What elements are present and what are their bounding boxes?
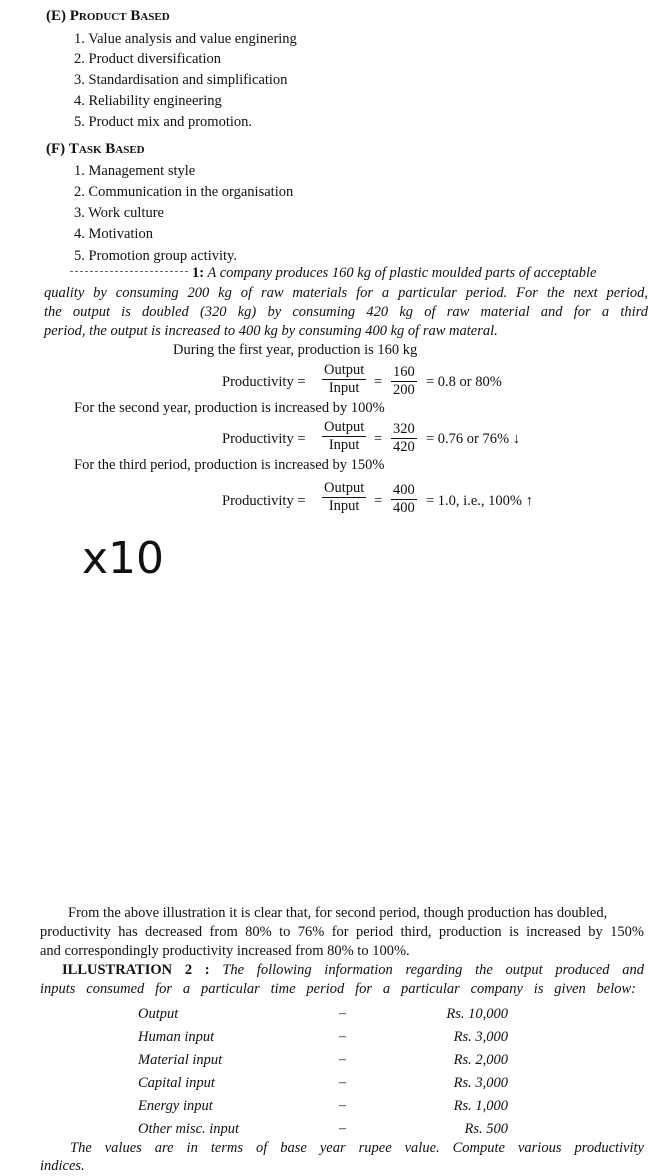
- list-item: 1. Value analysis and value enginering: [74, 31, 297, 47]
- list-item: 2. Product diversification: [74, 51, 221, 67]
- result-text: = 1.0, i.e., 100%: [426, 493, 522, 509]
- productivity-label: Productivity =: [222, 493, 306, 509]
- input-value: Rs. 2,000: [453, 1052, 508, 1068]
- row-dash: –: [339, 1121, 346, 1136]
- input-value: Rs. 3,000: [453, 1075, 508, 1091]
- fraction-denominator: 420: [393, 439, 415, 455]
- productivity-result: [426, 374, 502, 391]
- row-dash: –: [339, 1006, 346, 1021]
- illustration-2-intro-text: The following information regarding the output produced and: [222, 962, 645, 978]
- section-f-title: Task Based: [68, 141, 145, 157]
- input-label: Material input: [138, 1052, 223, 1068]
- equals-sign: =: [374, 374, 383, 390]
- equals-sign: =: [374, 493, 383, 509]
- input-label: Human input: [138, 1029, 215, 1045]
- section-e-label: (E): [46, 8, 66, 24]
- list-item: 5. Promotion group activity.: [74, 248, 237, 264]
- conclusion-line: productivity has decreased from 80% to 76% for period third, production is increased by 150%: [40, 924, 644, 940]
- input-value: Rs. 500: [464, 1121, 508, 1137]
- illustration-2-footer-line: indices.: [40, 1158, 85, 1174]
- illustration-1-number: 1:: [192, 265, 205, 281]
- fraction-numerator: Output: [324, 362, 365, 378]
- value-fraction: [391, 421, 417, 456]
- output-input-fraction: [322, 419, 366, 454]
- fraction-numerator: 160: [393, 364, 415, 380]
- section-e-title: Product Based: [69, 8, 170, 24]
- erased-heading-line: [70, 271, 188, 272]
- fraction-denominator: 200: [393, 382, 415, 398]
- illustration-1-line: period, the output is increased to 400 kg by consuming 400 kg of raw materal.: [44, 323, 498, 339]
- list-item: 3. Work culture: [74, 205, 164, 221]
- up-arrow-icon: ↑: [525, 493, 533, 509]
- list-item: 2. Communication in the organisation: [74, 184, 294, 200]
- illustration-1-line: quality by consuming 200 kg of raw materials for a particular period. For the next period,: [44, 285, 648, 301]
- illustration-2-intro: [62, 962, 644, 979]
- input-value: Rs. 10,000: [446, 1006, 508, 1022]
- input-label: Output: [138, 1006, 179, 1022]
- result-text: = 0.76 or 76%: [426, 431, 510, 447]
- output-input-fraction: [322, 362, 366, 397]
- second-year-statement: For the second year, production is increased by 100%: [74, 400, 385, 416]
- conclusion-line: and correspondingly productivity increased from 80% to 100%.: [40, 943, 410, 959]
- input-label: Other misc. input: [138, 1121, 240, 1137]
- input-label: Capital input: [138, 1075, 215, 1091]
- output-input-fraction: [322, 480, 366, 515]
- productivity-result: [426, 493, 533, 510]
- illustration-2-heading: ILLUSTRATION 2 :: [62, 962, 210, 978]
- fraction-numerator: 400: [393, 482, 415, 498]
- row-dash: –: [339, 1029, 346, 1044]
- conclusion-line: From the above illustration it is clear that, for second period, though production has doubled,: [68, 905, 608, 921]
- section-f-label: (F): [46, 141, 66, 157]
- fraction-denominator: Input: [328, 498, 360, 514]
- list-item: 1. Management style: [74, 163, 196, 179]
- row-dash: –: [339, 1052, 346, 1067]
- equals-sign: =: [374, 431, 383, 447]
- illustration-2-intro-line: inputs consumed for a particular time period for a particular company is given below:: [40, 981, 636, 997]
- down-arrow-icon: ↓: [512, 431, 520, 447]
- illustration-1-first-line: [192, 265, 596, 282]
- productivity-result: [426, 431, 520, 448]
- result-text: = 0.8 or 80%: [426, 374, 502, 390]
- value-fraction: [391, 364, 417, 399]
- first-year-statement: During the first year, production is 160 kg: [173, 342, 418, 358]
- list-item: 4. Reliability engineering: [74, 93, 222, 109]
- zoom-level-label: x10: [82, 533, 165, 584]
- fraction-denominator: Input: [328, 437, 360, 453]
- illustration-2-footer-line: The values are in terms of base year rupee value. Compute various productivity: [70, 1140, 644, 1156]
- section-f-heading: [46, 141, 145, 158]
- productivity-label: Productivity =: [222, 431, 306, 447]
- input-value: Rs. 1,000: [453, 1098, 508, 1114]
- row-dash: –: [339, 1075, 346, 1090]
- value-fraction: [391, 482, 417, 517]
- list-item: 4. Motivation: [74, 226, 153, 242]
- illustration-1-text: A company produces 160 kg of plastic moulded parts of acceptable: [207, 265, 597, 281]
- third-period-statement: For the third period, production is increased by 150%: [74, 457, 385, 473]
- fraction-numerator: Output: [324, 419, 365, 435]
- fraction-numerator: 320: [393, 421, 415, 437]
- input-label: Energy input: [138, 1098, 213, 1114]
- fraction-denominator: 400: [393, 500, 415, 516]
- fraction-denominator: Input: [328, 380, 360, 396]
- productivity-label: Productivity =: [222, 374, 306, 390]
- list-item: 3. Standardisation and simplification: [74, 72, 288, 88]
- row-dash: –: [339, 1098, 346, 1113]
- input-value: Rs. 3,000: [453, 1029, 508, 1045]
- list-item: 5. Product mix and promotion.: [74, 114, 253, 130]
- illustration-1-line: the output is doubled (320 kg) by consuming 420 kg of raw material and for a third: [44, 304, 648, 320]
- fraction-numerator: Output: [324, 480, 365, 496]
- section-e-heading: [46, 8, 170, 25]
